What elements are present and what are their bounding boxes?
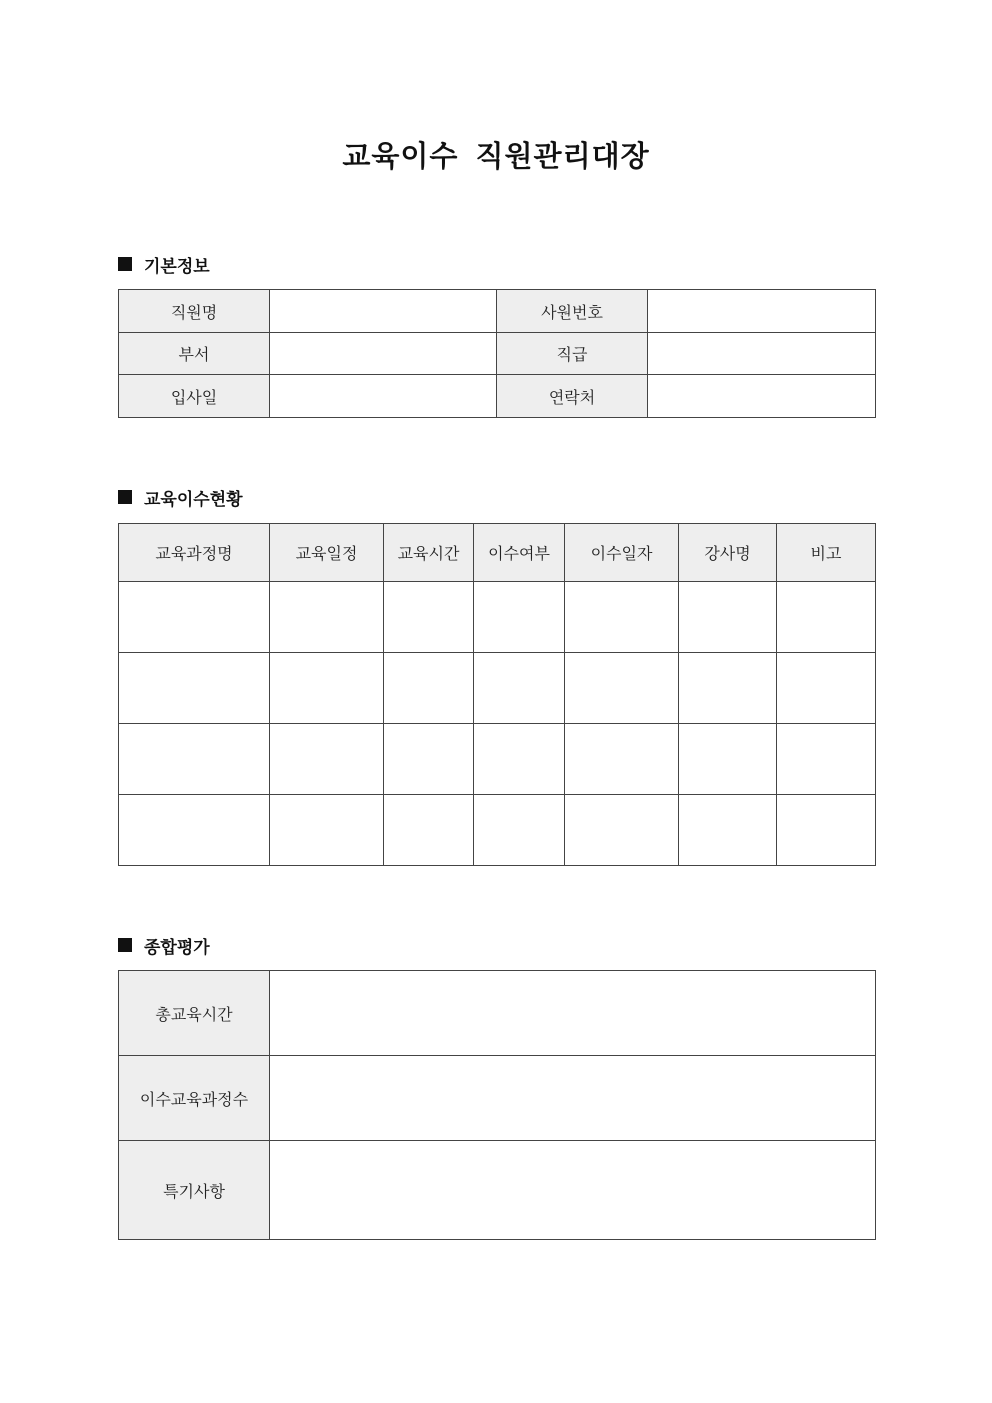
evaluation-table	[118, 970, 876, 1240]
table-row	[119, 582, 876, 653]
table-row	[119, 971, 876, 1056]
table-row	[119, 795, 876, 866]
table-row	[119, 290, 876, 333]
completed-courses-count-label: 이수교육과정수	[119, 1056, 270, 1141]
table-cell[interactable]	[270, 795, 384, 866]
table-cell[interactable]	[270, 724, 384, 795]
table-cell[interactable]	[565, 582, 679, 653]
department-label: 부서	[119, 333, 270, 375]
table-cell[interactable]	[679, 653, 777, 724]
special-notes-label: 특기사항	[119, 1141, 270, 1240]
hire-date-label: 입사일	[119, 375, 270, 418]
table-header-row	[119, 524, 876, 582]
column-header-instructor: 강사명	[679, 524, 777, 582]
table-row	[119, 653, 876, 724]
employee-name-field[interactable]	[270, 290, 497, 333]
table-row	[119, 375, 876, 418]
table-row	[119, 1056, 876, 1141]
table-cell[interactable]	[384, 582, 474, 653]
table-row	[119, 724, 876, 795]
table-cell[interactable]	[777, 582, 876, 653]
table-cell[interactable]	[384, 724, 474, 795]
section-heading-basic-info	[118, 252, 210, 276]
completed-courses-count-field[interactable]	[270, 1056, 876, 1141]
column-header-completion-date: 이수일자	[565, 524, 679, 582]
table-cell[interactable]	[474, 653, 565, 724]
section-heading-label: 기본정보	[144, 256, 210, 277]
basic-info-table	[118, 289, 876, 418]
section-heading-label: 종합평가	[144, 937, 210, 958]
document-title: 교육이수 직원관리대장	[342, 139, 650, 173]
black-square-icon	[118, 938, 132, 952]
employee-number-field[interactable]	[648, 290, 876, 333]
table-cell[interactable]	[777, 795, 876, 866]
column-header-completion-status: 이수여부	[474, 524, 565, 582]
table-cell[interactable]	[270, 653, 384, 724]
black-square-icon	[118, 257, 132, 271]
position-label: 직급	[497, 333, 648, 375]
section-heading-training-status	[118, 485, 243, 509]
table-cell[interactable]	[270, 582, 384, 653]
table-cell[interactable]	[119, 653, 270, 724]
table-cell[interactable]	[384, 653, 474, 724]
total-training-hours-label: 총교육시간	[119, 971, 270, 1056]
column-header-remarks: 비고	[777, 524, 876, 582]
table-row	[119, 333, 876, 375]
table-cell[interactable]	[119, 795, 270, 866]
special-notes-field[interactable]	[270, 1141, 876, 1240]
table-cell[interactable]	[474, 724, 565, 795]
total-training-hours-field[interactable]	[270, 971, 876, 1056]
table-cell[interactable]	[565, 653, 679, 724]
contact-label: 연락처	[497, 375, 648, 418]
column-header-schedule: 교육일정	[270, 524, 384, 582]
table-cell[interactable]	[119, 582, 270, 653]
training-status-table	[118, 523, 876, 866]
column-header-hours: 교육시간	[384, 524, 474, 582]
contact-field[interactable]	[648, 375, 876, 418]
table-cell[interactable]	[474, 582, 565, 653]
column-header-course-name: 교육과정명	[119, 524, 270, 582]
table-cell[interactable]	[777, 653, 876, 724]
table-cell[interactable]	[474, 795, 565, 866]
table-row	[119, 1141, 876, 1240]
table-cell[interactable]	[565, 724, 679, 795]
employee-number-label: 사원번호	[497, 290, 648, 333]
table-cell[interactable]	[384, 795, 474, 866]
table-cell[interactable]	[679, 582, 777, 653]
section-heading-evaluation	[118, 933, 210, 957]
table-cell[interactable]	[777, 724, 876, 795]
table-cell[interactable]	[565, 795, 679, 866]
position-field[interactable]	[648, 333, 876, 375]
black-square-icon	[118, 490, 132, 504]
department-field[interactable]	[270, 333, 497, 375]
table-cell[interactable]	[679, 795, 777, 866]
employee-name-label: 직원명	[119, 290, 270, 333]
hire-date-field[interactable]	[270, 375, 497, 418]
table-cell[interactable]	[119, 724, 270, 795]
table-cell[interactable]	[679, 724, 777, 795]
section-heading-label: 교육이수현황	[144, 489, 243, 510]
